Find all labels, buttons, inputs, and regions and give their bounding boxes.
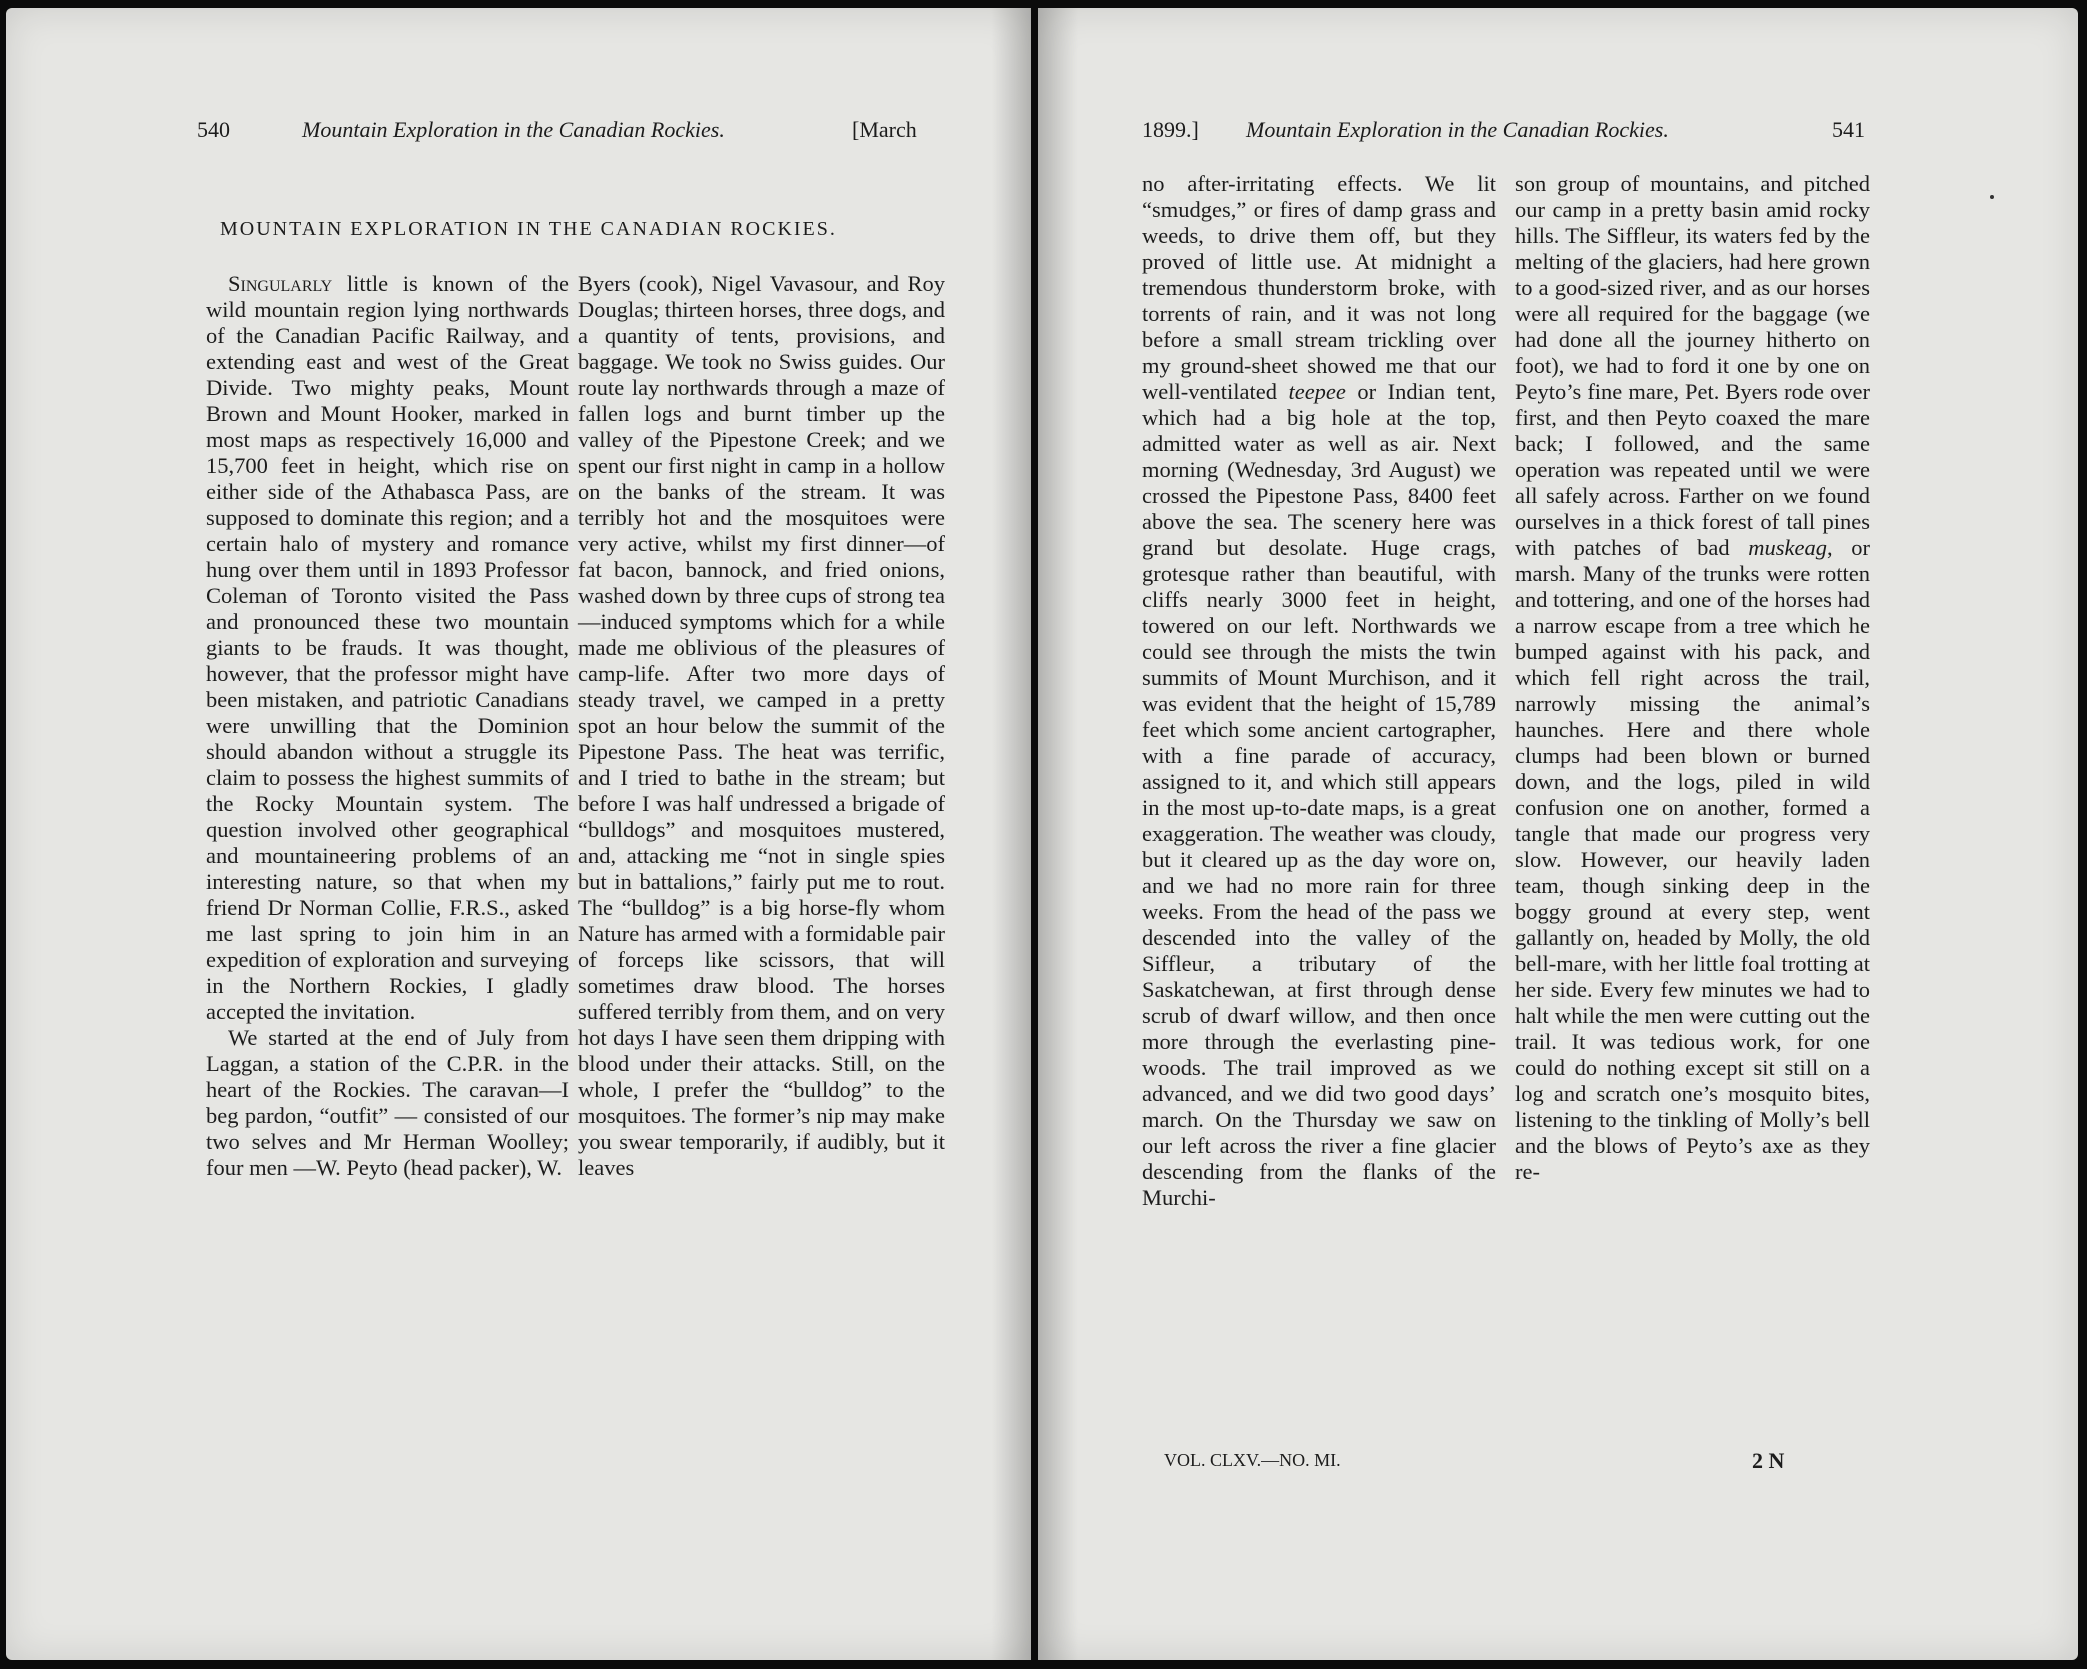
- paragraph-text: no after-irritating effects. We lit “smudges,” or fires of damp grass and weeds, to drive them off, but they proved of little use. At midnight a tremendous thunderstorm broke, with torrents of rain, and it was not long before a small stream trickling over my ground-sheet showed me that our well-ventilated: [1142, 171, 1496, 404]
- paragraph-text: , or marsh. Many of the trunks were rotten and tottering, and one of the horses had a narrow escape from a tree which he bumped against with his pack, and which fell right across the trail, narrowly missing the animal’s haunches. Here and there whole clumps had been blown or burned down, and the logs, piled in wild confusion one on another, formed a tangle that made our progress very slow. However, our heavily laden team, though sinking deep in the boggy ground at every step, went gallantly on, headed by Molly, the old bell-mare, with her little foal trotting at her side. Every few minutes we had to halt while the men were cutting out the trail. It was tedious work, for one could do nothing except sit still on a log and scratch one’s mosquito bites, listening to the tinkling of Molly’s bell and the blows of Peyto’s axe as they re-: [1515, 535, 1870, 1184]
- right-running-date: 1899.]: [1142, 117, 1199, 142]
- text-column-4: [1515, 171, 1870, 1185]
- paragraph: [1515, 171, 1870, 1185]
- left-page-number: 540: [197, 117, 230, 142]
- drop-lead-word: Singularly: [228, 271, 333, 296]
- paragraph: Byers (cook), Nigel Vavasour, and Roy Douglas; thirteen horses, three dogs, and a quantity of tents, provisions, and baggage. We took no Swiss guides. Our route lay northwards through a maze of fallen logs and burnt timber up the valley of the Pipestone Creek; and we spent our first night in camp in a hollow on the banks of the stream. It was terribly hot and the mosquitoes were very active, whilst my first dinner—of fat bacon, bannock, and fried onions, washed down by three cups of strong tea—induced symptoms which for a while made me oblivious of the pleasures of camp-life. After two more days of steady travel, we camped in a pretty spot an hour below the summit of the Pipestone Pass. The heat was terrific, and I tried to bathe in the stream; but before I was half undressed a brigade of “bulldogs” and mosquitoes mustered, and, attacking me “not in single spies but in battalions,” fairly put me to rout. The “bulldog” is a big horse-fly whom Nature has armed with a formidable pair of forceps like scissors, that will sometimes draw blood. The horses suffered terribly from them, and on very hot days I have seen them dripping with blood under their attacks. Still, on the whole, I prefer the “bulldog” to the mosquitoes. The former’s nip may make you swear temporarily, if audibly, but it leaves: [578, 271, 945, 1180]
- right-running-title: Mountain Exploration in the Canadian Rockies.: [1246, 117, 1669, 142]
- paragraph-text: or Indian tent, which had a big hole at the top, admitted water as well as air. Next morning (Wednesday, 3rd August) we crossed the Pipestone Pass, 8400 feet above the sea. The scenery here was grand but desolate. Huge crags, grotesque rather than beautiful, with cliffs nearly 3000 feet in height, towered on our left. Northwards we could see through the mists the twin summits of Mount Murchison, and it was evident that the height of 15,789 feet which some ancient cartographer, with a fine parade of accuracy, assigned to it, and which still appears in the most up-to-date maps, is a great exaggeration. The weather was cloudy, but it cleared up as the day wore on, and we had no more rain for three weeks. From the head of the pass we descended into the valley of the Siffleur, a tributary of the Saskatchewan, at first through dense scrub of dwarf willow, and then once more through the everlasting pine-woods. The trail improved as we advanced, and we did two good days’ march. On the Thursday we saw on our left across the river a fine glacier descending from the flanks of the Murchi-: [1142, 379, 1496, 1210]
- paper-speck: [1990, 195, 1994, 199]
- left-running-date: [March: [852, 117, 917, 142]
- paragraph: [206, 271, 569, 1025]
- article-title: MOUNTAIN EXPLORATION IN THE CANADIAN ROCKIES.: [220, 218, 837, 240]
- signature-mark: 2 N: [1752, 1448, 1785, 1473]
- footer-volume: VOL. CLXV.—NO. MI.: [1164, 1450, 1341, 1470]
- italic-term: teepee: [1288, 379, 1346, 404]
- right-page-number: 541: [1832, 117, 1865, 142]
- italic-term: muskeag: [1748, 535, 1827, 560]
- text-column-1: [206, 271, 569, 1181]
- paragraph-text: son group of mountains, and pitched our camp in a pretty basin amid rocky hills. The Siffleur, its waters fed by the melting of the glaciers, had here grown to a good-sized river, and as our horses were all required for the baggage (we had done all the journey hitherto on foot), we had to ford it one by one on Peyto’s fine mare, Pet. Byers rode over first, and then Peyto coaxed the mare back; I followed, and the same operation was repeated until we were all safely across. Farther on we found ourselves in a thick forest of tall pines with patches of bad: [1515, 171, 1870, 560]
- paragraph: We started at the end of July from Laggan, a station of the C.P.R. in the heart of the Rockies. The caravan—I beg pardon, “outfit” — consisted of our two selves and Mr Herman Woolley; four men —W. Peyto (head packer), W.: [206, 1025, 569, 1180]
- gutter-shadow: [1038, 8, 1078, 1660]
- paragraph: [1142, 171, 1496, 1211]
- text-column-2: [578, 271, 945, 1181]
- left-running-title: Mountain Exploration in the Canadian Rockies.: [302, 117, 725, 142]
- paragraph-text: little is known of the wild mountain region lying northwards of the Canadian Pacific Railway, and extending east and west of the Great Divide. Two mighty peaks, Mount Brown and Mount Hooker, marked in most maps as respectively 16,000 and 15,700 feet in height, which rise on either side of the Athabasca Pass, are supposed to dominate this region; and a certain halo of mystery and romance hung over them until in 1893 Professor Coleman of Toronto visited the Pass and pronounced these two mountain giants to be frauds. It was thought, however, that the professor might have been mistaken, and patriotic Canadians were unwilling that the Dominion should abandon without a struggle its claim to possess the highest summits of the Rocky Mountain system. The question involved other geographical and mountaineering problems of an interesting nature, so that when my friend Dr Norman Collie, F.R.S., asked me last spring to join him in an expedition of exploration and surveying in the Northern Rockies, I gladly accepted the invitation.: [206, 271, 569, 1024]
- gutter-shadow: [991, 8, 1031, 1660]
- text-column-3: [1142, 171, 1496, 1211]
